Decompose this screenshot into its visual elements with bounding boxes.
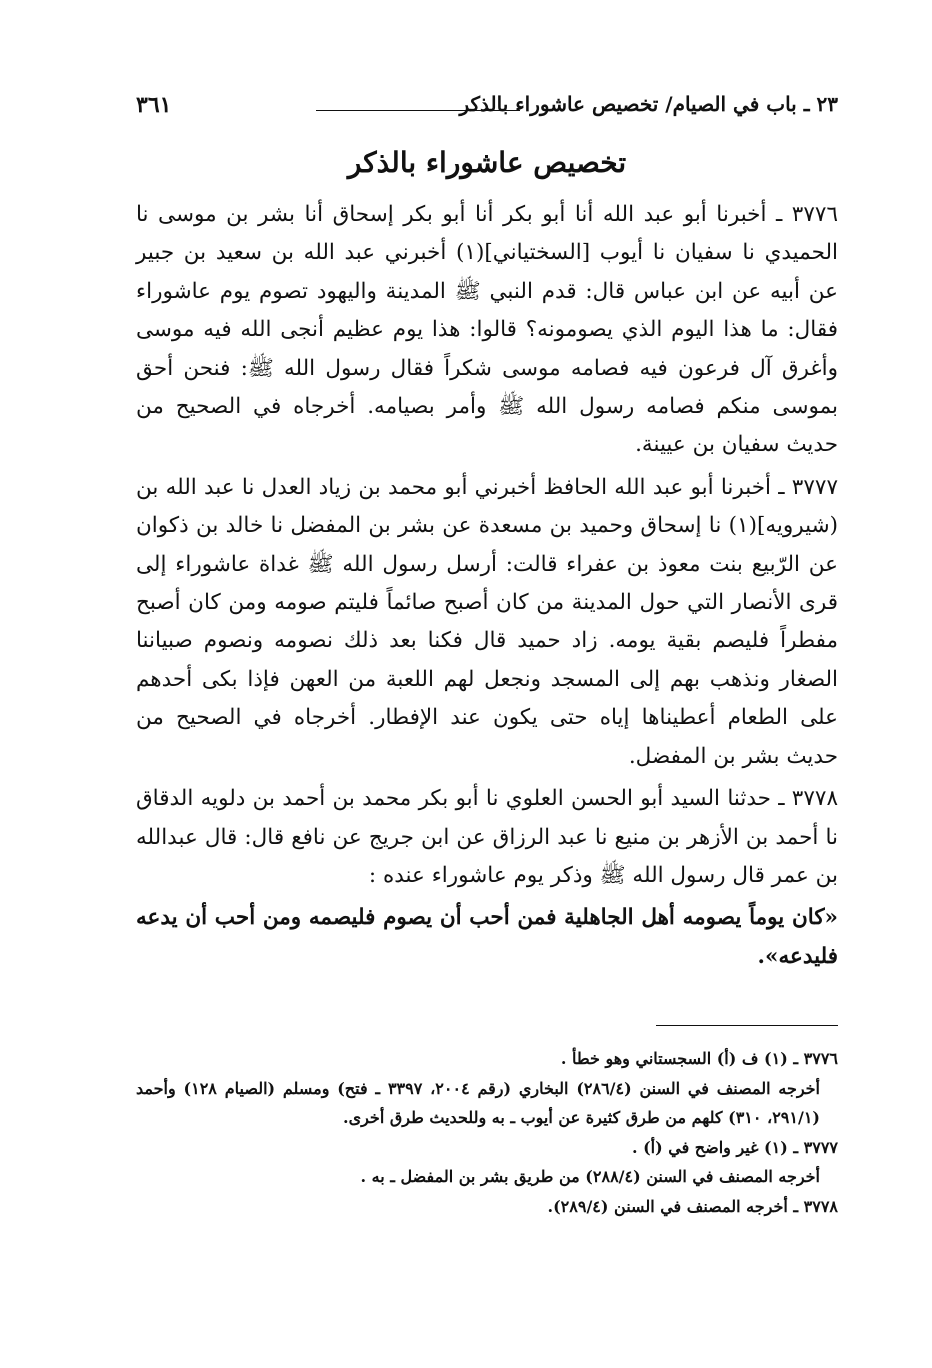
footnote-rule [656,1025,838,1026]
footnote-3777-a: ٣٧٧٧ ـ (١) غير واضح في (أ) . [631,1137,838,1157]
footnote-3776-a: ٣٧٧٦ ـ (١) ف (أ) السجستاني وهو خطأ . [560,1049,838,1068]
footnote-3777-b: أخرجه المصنف في السنن (٢٨٨/٤) من طريق بشر بن المفضل ـ به . [360,1167,820,1186]
running-header [136,92,838,132]
running-title: ٢٣ ـ باب في الصيام/ تخصيص عاشوراء بالذكر [459,92,838,116]
main-text [136,196,838,980]
header-rule [316,110,520,111]
hadith-3777: ٣٧٧٧ ـ أخبرنا أبو عبد الله الحافظ أخبرني أبو محمد بن زياد العدل نا عبد الله بن (شيرويه](١) نا إسحاق وحميد بن مسعدة عن بشر بن المفضل نا خالد بن ذكوان عن الرّبيع بنت معوذ بن عفراء قالت: أرسل رسول الله ﷺ غداة عاشوراء إلى قرى الأنصار التي حول المدينة من كان أصبح صائماً فليتم صومه ومن كان أصبح مفطراً فليصم بقية يومه. زاد حميد قال فكنا بعد ذلك نصومه ونصوم صبياننا الصغار ونذهب بهم إلى المسجد ونجعل لهم اللعبة من العهن فإذا بكى أحدهم على الطعام أعطيناها إياه حتى يكون عند الإفطار. أخرجاه في الصحيح من حديث بشر بن المفضل. [136,474,838,769]
page-number: ٣٦١ [136,92,172,118]
footnote-3778: ٣٧٧٨ ـ أخرجه المصنف في السنن (٢٨٩/٤). [547,1196,838,1216]
footnotes [136,1044,838,1221]
hadith-quote: «كان يوماً يصومه أهل الجاهلية فمن أحب أن يصوم فليصمه ومن أحب أن يدعه فليدعه». [136,905,838,969]
hadith-3776: ٣٧٧٦ ـ أخبرنا أبو عبد الله أنا أبو بكر أنا أبو بكر إسحاق أنا بشر بن موسى نا الحميدي نا سفيان نا أيوب [السختياني](١) أخبرني عبد الله بن سعيد بن جبير عن أبيه عن ابن عباس قال: قدم النبي ﷺ المدينة واليهود تصوم يوم عاشوراء فقال: ما هذا اليوم الذي يصومونه؟ قالوا: هذا يوم عظيم أنجى الله فيه موسى وأغرق آل فرعون فيه فصامه موسى شكراً فقال رسول الله ﷺ: فنحن أحق بموسى منكم فصامه رسول الله ﷺ وأمر بصيامه. أخرجاه في الصحيح من حديث سفيان بن عيينة. [136,202,838,458]
footnote-3776-b: أخرجه المصنف في السنن (٢٨٦/٤) البخاري (رقم ٢٠٠٤، ٣٣٩٧ ـ فتح) ومسلم (الصيام ١٢٨) وأحمد (٢٩١/١، ٣١٠) كلهم من طرق كثيرة عن أيوب ـ به وللحديث طرق أخرى. [136,1078,821,1127]
chapter-title: تخصيص عاشوراء بالذكر [347,146,627,179]
hadith-3778: ٣٧٧٨ ـ حدثنا السيد أبو الحسن العلوي نا أبو بكر محمد بن أحمد بن دلويه الدقاق نا أحمد بن الأزهر بن منيع نا عبد الرزاق عن ابن جريج عن نافع قال: قال عبدالله بن عمر قال رسول الله ﷺ وذكر يوم عاشوراء عنده : [136,786,838,888]
